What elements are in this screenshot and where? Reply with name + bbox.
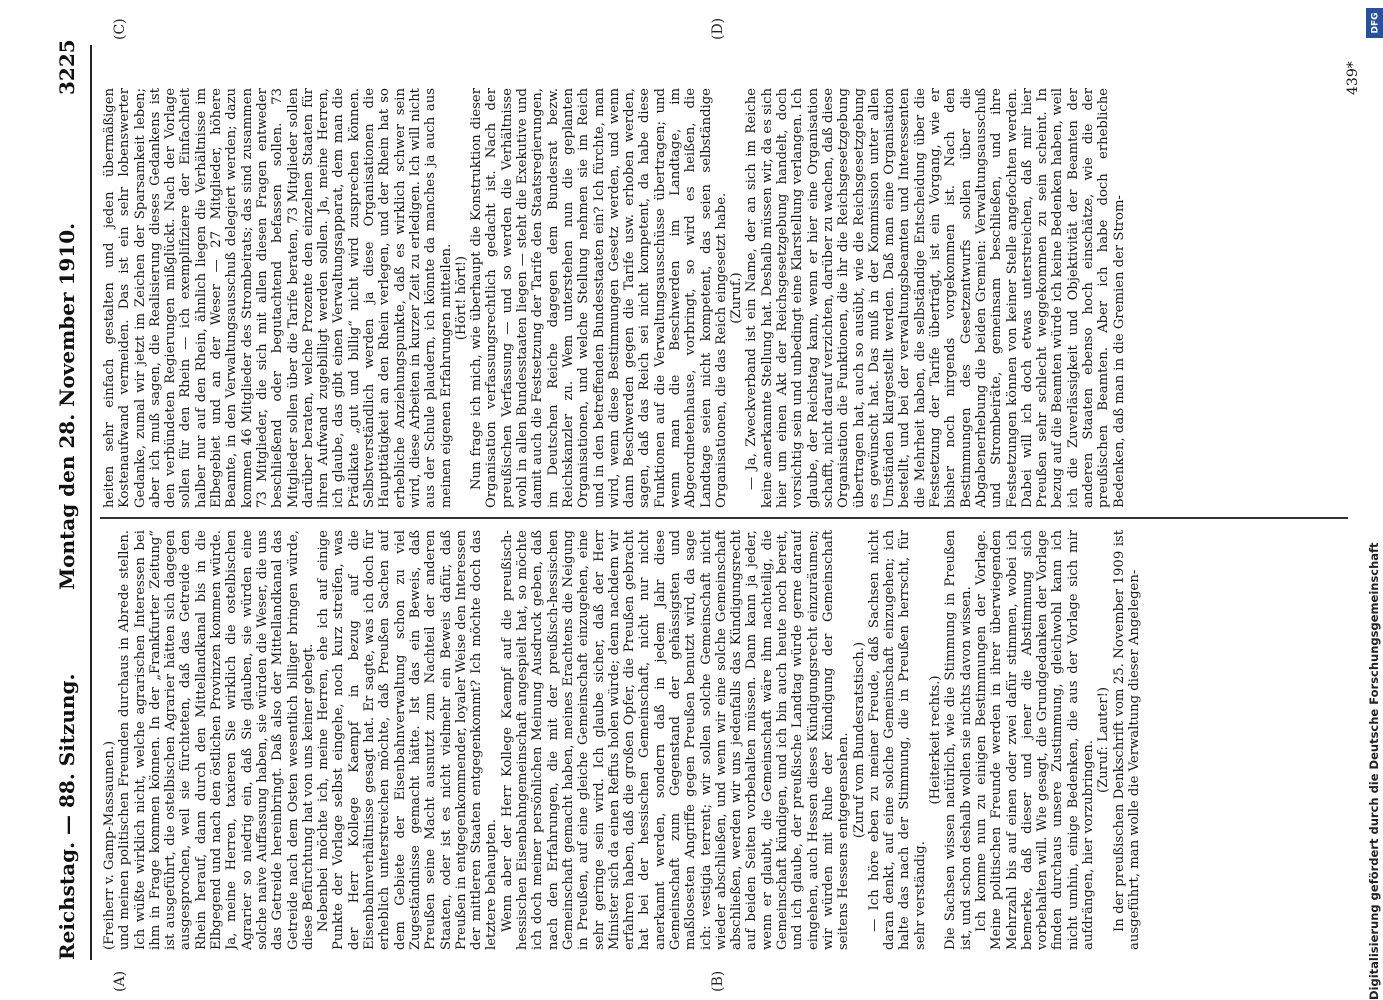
header-rule xyxy=(90,45,92,960)
interjection: (Hört! hört!) xyxy=(453,255,469,341)
dfg-logo-text: DFG xyxy=(1370,12,1381,34)
paragraph: — Ich höre eben zu meiner Freude, daß Sachsen nicht daran denkt, auf eine solche Gemeinschaft einzugehen; ich halte das nach der Stimmung, die in Preußen herrscht, für sehr verständig. xyxy=(866,530,928,950)
paragraph: Ich komme nun zu einigen Bestimmungen der Vorlage. Meine politischen Freunde werden in ihrer überwiegenden Mehrzahl bis auf einen oder zwei dafür stimmen, wobei ich bemerke, daß dieser und jener die Abstimmung sich vorbehalten will. Wie gesagt, die Grundgedanken der Vorlage finden durchaus unsere Zustimmung, gleichwohl kann ich nicht umhin, einige Bedenken, die aus der Vorlage sich mir aufdrängen, hier vorzubringen. xyxy=(973,530,1096,950)
signature-mark: 439* xyxy=(1345,61,1361,95)
column-divider xyxy=(100,518,1348,520)
interjection: (Zuruf.) xyxy=(729,272,745,324)
dfg-logo xyxy=(1366,8,1383,38)
margin-marker-d: (D) xyxy=(710,17,726,40)
right-text-column xyxy=(102,88,1347,508)
header-date: Montag den 28. November 1910. xyxy=(55,222,79,590)
paragraph: Die Sachsen wissen natürlich, wie die Stimmung in Preußen ist, und schon deshalb wollen sie nichts davon wissen. xyxy=(943,530,974,950)
margin-marker-c: (C) xyxy=(112,18,128,40)
page-header xyxy=(55,0,95,1000)
interjection: (Zuruf vom Bundesratstisch.) xyxy=(851,641,867,839)
paragraph: Nun frage ich mich, wie überhaupt die Konstruktion dieser Organisation verfassungsrechtlich gedacht ist. Nach der preußischen Verfassung — und so werden die Verhältnisse wohl in allen Bundesstaaten liegen — steht die Exekutive und damit auch die Festsetzung der Tarife den Staatsregierungen, im Deutschen Reiche dagegen dem Bundesrat bezw. Reichskanzler zu. Wem unterstehen nun die geplanten Organisationen, und welche Stellung nehmen sie im Reich und in den betreffenden Bundesstaaten ein? Ich fürchte, man wird, wenn diese Bestimmungen Gesetz werden, und wenn dann Beschwerden gegen die Tarife usw. erhoben werden, sagen, daß das Reich sei nicht kompetent, da habe diese Funktionen auf die Verwaltungsausschüsse übertragen; und wenn man die Beschwerden im Landtage, im Abgeordnetenhause, vorbringt, so wird es heißen, die Landtage seien nicht kompetent, das seien selbständige Organisationen, die das Reich eingesetzt habe. xyxy=(469,88,729,508)
header-left-title: Reichstag. — 88. Sitzung. xyxy=(55,673,79,960)
margin-marker-a: (A) xyxy=(112,970,128,992)
credit-text: Digitalisierung gefördert durch die Deutsche Forschungsgemeinschaft xyxy=(1367,542,1381,1000)
paragraph: (Freiherr v. Gamp-Massaunen.) xyxy=(102,740,117,950)
left-text-column xyxy=(102,530,1347,950)
digitization-credit xyxy=(1365,0,1383,1000)
paragraph: und meinen politischen Freunden durchaus in Abrede stellen. Ich wüßte wirklich nicht, welche agrarischen Interessen bei ihm in Frage kommen können. In der „Frankfurter Zeitung“ ist ausgeführt, die ostelbischen Agrarier hätten sich dagegen ausgesprochen, weil sie fürchteten, daß das Getreide den Rhein herauf, dann durch den Mittellandkanal bis in die Elbgegend und nach den östlichen Provinzen kommen würde. Ja, meine Herren, taxieren Sie wirklich die ostelbischen Agrarier so niedrig ein, daß Sie glauben, sie würden eine solche naive Auffassung haben, sie würden die Weser, die uns das Getreide hereinbringt. Daß also der Mittellandkanal das Getreide nach dem Osten wesentlich billiger bringen würde, diese Befürchtung hat von uns keiner gehegt. xyxy=(117,530,316,950)
paragraph: heiten sehr einfach gestalten und jeden übermäßigen Kostenaufwand vermeiden. Das ist ein sehr lobenswerter Gedanke, zumal wir jetzt im Zeichen der Sparsamkeit leben; aber ich muß sagen, die Realisierung dieses Gedankens ist den verbündeten Regierungen mißglückt. Nach der Vorlage sollen für den Rhein — ich exemplifiziere der Einfachheit halber nur auf den Rhein, ähnlich liegen die Verhältnisse im Elbegebiet und an der Weser — 27 Mitglieder, höhere Beamte, in den Verwaltungsausschuß delegiert werden; dazu kommen 46 Mitglieder des Strombeirats; das sind zusammen 73 Mitglieder, die sich mit allen diesen Fragen entweder beschließend oder begutachtend befassen sollen. 73 Mitglieder sollen über die Tarife beraten, 73 Mitglieder sollen darüber beraten, welche Prozente den einzelnen Staaten für ihren Aufwand zugebilligt werden sollen. Ja, meine Herren, ich glaube, das gibt einen Verwaltungsapparat, dem man die Prädikate „gut und billig“ nicht wird zusprechen können. Selbstverständlich werden ja diese Organisationen die Haupttätigkeit an den Rhein verlegen, und der Rhein hat so erhebliche Anziehungspunkte, daß es wirklich schwer sein wird, diese Arbeiten in kurzer Zeit zu erledigen. Ich will nicht aus der Schule plaudern, ich könnte da manches ja auch aus meinen eigenen Erfahrungen mitteilen. xyxy=(102,88,454,508)
paragraph: Nebenbei möchte ich, meine Herren, ehe ich auf einige Punkte der Vorlage selbst eingehe, noch kurz streifen, was der Herr Kollege Kaempf in bezug auf die Eisenbahnverhältnisse gesagt hat. Er sagte, was ich doch für erheblich unterstreichen möchte, daß Preußen Sachen auf dem Gebiete der Eisenbahnverwaltung schon zu viel Zugeständnisse gemacht hätte. Ist das ein Beweis, daß Preußen seine Macht ausnutzt zum Nachteil der anderen Staaten, oder ist es nicht vielmehr ein Beweis dafür, daß Preußen in entgegenkommender, loyaler Weise den Interessen der mittleren Staaten entgegenkommt? Ich möchte doch das letztere behaupten. xyxy=(316,530,500,950)
header-page-number: 3225 xyxy=(55,39,79,95)
margin-marker-b: (B) xyxy=(710,970,726,992)
interjection: (Heiterkeit rechts.) xyxy=(928,675,944,805)
interjection: (Zuruf: Lauter!) xyxy=(1096,686,1112,794)
paragraph: In der preußischen Denkschrift vom 25. November 1909 ist ausgeführt, man wolle die Verwaltung dieser Angelegen- xyxy=(1111,530,1142,950)
paragraph: Wenn aber der Herr Kollege Kaempf auf die preußisch-hessischen Eisenbahngemeinschaft angespielt hat, so möchte ich doch meiner persönlichen Meinung Ausdruck geben, daß nach den Erfahrungen, die mit der preußisch-hessischen Gemeinschaft gemacht haben, meines Erachtens die Neigung in Preußen, auf eine gleiche Gemeinschaft einzugehen, eine sehr geringe sein wird. Ich glaube sicher, daß der Herr Minister sich da einen Reffus holen würde; denn nachdem wir erfahren haben, daß die großen Opfer, die Preußen gebracht hat bei der hessischen Gemeinschaft, nicht nur nicht anerkannt werden, sondern daß in jedem Jahr diese Gemeinschaft zum Gegenstand der gehässigsten und maßlosesten Angriffe gegen Preußen benutzt wird, da sage ich: vestigia terrent; wir sollen solche Gemeinschaft nicht wieder abschließen, und wenn wir eine solche Gemeinschaft abschließen, werden wir uns jedenfalls das Kündigungsrecht auf beiden Seiten vorbehalten müssen. Dann kann ja jeder, wenn er glaubt, die Gemeinschaft wäre ihm nachteilig, die Gemeinschaft kündigen, und ich bin auch heute noch bereit, und ich glaube, der preußische Landtag würde gerne darauf eingehen, auch Hessen dieses Kündigungsrecht einzuräumen; wir würden mit Ruhe der Kündigung der Gemeinschaft seitens Hessens entgegensehen. xyxy=(499,530,852,950)
paragraph: — Ja, Zweckverband ist ein Name, der an sich im Reiche keine anerkannte Stellung hat. Deshalb müssen wir, da es sich hier um einen Akt der Reichsgesetzgebung handelt, doch vorsichtig sein und unbedingt eine Klarstellung verlangen. Ich glaube, der Reichstag kann, wenn er hier eine Organisation schafft, nicht darauf verzichten, darüber zu wachen, daß diese Organisation die Funktionen, die ihr die Reichsgesetzgebung übertragen hat, auch so ausübt, wie die Reichsgesetzgebung es gewünscht hat. Das muß in der Kommission unter allen Umständen klargestellt werden. Daß man eine Organisation bestellt, und bei der verwaltungsbeamten und Interessenten die Mehrheit haben, die selbständige Entscheidung über die Festsetzung der Tarife überträgt, ist ein Vorgang, wie er bisher noch nirgends vorgekommen ist. Nach den Bestimmungen des Gesetzentwurfs sollen über die Abgabenerhebung die beiden Gremien: Verwaltungsausschuß und Strombeiräte, gemeinsam beschließen, und ihre Festsetzungen können von keiner Stelle angefochten werden. Dabei will ich doch etwas unterstreichen, daß mir hier Preußen sehr schlecht weggekommen zu sein scheint. In bezug auf die Beamten würde ich keine Bedenken haben, weil ich die Zuverlässigkeit und Objektivität der Beamten der anderen Staaten ebenso hoch einschätze, wie die der preußischen Beamten. Aber ich habe doch erhebliche Bedenken, daß man in die Gremien der Strom- xyxy=(744,88,1127,508)
